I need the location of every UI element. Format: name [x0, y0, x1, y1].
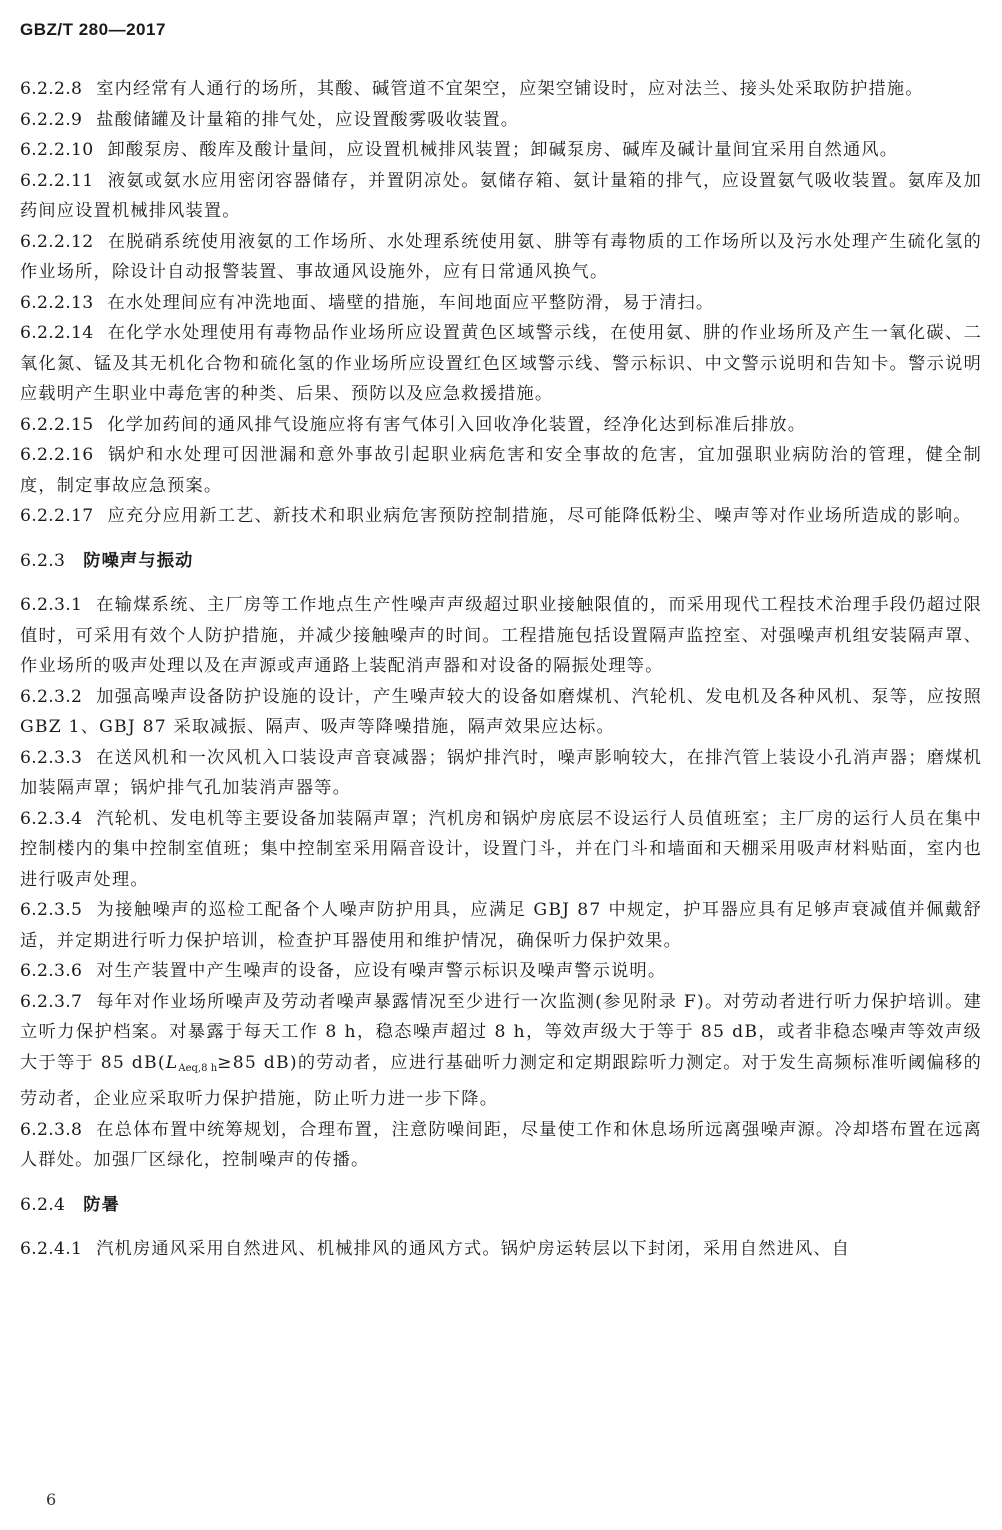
clause-text: 卸酸泵房、酸库及酸计量间，应设置机械排风装置；卸碱泵房、碱库及碱计量间宜采用自然通风。	[107, 140, 899, 160]
document-code-header: GBZ/T 280—2017	[20, 20, 166, 39]
clause-6-2-3-8	[20, 1115, 982, 1176]
clause-number: 6.2.3.5	[20, 900, 83, 920]
clause-number: 6.2.4.1	[20, 1239, 83, 1259]
clause-6-2-2-13	[20, 288, 982, 319]
clause-6-2-3-1	[20, 590, 982, 682]
clause-6-2-2-10	[20, 135, 982, 166]
clause-number: 6.2.3.3	[20, 747, 83, 768]
clause-number: 6.2.2.16	[20, 445, 94, 465]
clause-number: 6.2.3.2	[20, 686, 83, 707]
section-title: 防暑	[83, 1194, 121, 1215]
clause-6-2-3-7	[20, 987, 982, 1115]
clause-6-2-3-4	[20, 804, 982, 896]
clause-6-2-3-3	[20, 743, 982, 804]
clause-number: 6.2.3.8	[20, 1119, 83, 1140]
clause-text: 汽机房通风采用自然进风、机械排风的通风方式。锅炉房运转层以下封闭，采用自然进风、自	[96, 1239, 851, 1259]
clause-text: 汽轮机、发电机等主要设备加装隔声罩；汽机房和锅炉房底层不设运行人员值班室；主厂房的运行人员在集中控制楼内的集中控制室值班；集中控制室采用隔音设计，设置门斗，并在门斗和墙面和天棚采用吸声材料贴面，室内也进行吸声处理。	[20, 808, 982, 890]
document-body	[20, 74, 982, 1265]
clause-number: 6.2.2.17	[20, 506, 94, 526]
clause-6-2-2-16	[20, 440, 982, 501]
clause-number: 6.2.3.6	[20, 961, 83, 981]
clause-text: 为接触噪声的巡检工配备个人噪声防护用具，应满足 GBJ 87 中规定，护耳器应具有足够声衰减值并佩戴舒适，并定期进行听力保护培训，检查护耳器使用和维护情况，确保听力保护效果。	[20, 900, 982, 951]
clause-text: 锅炉和水处理可因泄漏和意外事故引起职业病危害和安全事故的危害，宜加强职业病防治的管理，健全制度，制定事故应急预案。	[20, 445, 982, 496]
clause-number: 6.2.2.11	[20, 170, 94, 191]
clause-6-2-2-11	[20, 166, 982, 227]
clause-number: 6.2.3.7	[20, 991, 83, 1012]
clause-number: 6.2.3.4	[20, 808, 83, 829]
clause-text-part-a: 每年对作业场所噪声及劳动者噪声暴露情况至少进行一次监测(参见附录 F)。对劳动者进行听力保护培训。建立听力保护档案。对暴露于每天工作 8 h，稳态噪声超过 8 h，等效声级大于等于 85 dB，或者非稳态噪声等效声级大于等于 85 dB(	[20, 991, 982, 1073]
l-aeq-subscript: Aeq,8 h	[178, 1062, 218, 1074]
l-aeq-symbol: L	[165, 1052, 179, 1073]
clause-text: 化学加药间的通风排气设施应将有害气体引入回收净化装置，经净化达到标准后排放。	[107, 414, 807, 435]
clause-number: 6.2.3.1	[20, 595, 83, 615]
clause-6-2-3-2	[20, 682, 982, 743]
clause-text: 加强高噪声设备防护设施的设计，产生噪声较大的设备如磨煤机、汽轮机、发电机及各种风机、泵等，应按照 GBZ 1、GBJ 87 采取减振、隔声、吸声等降噪措施，隔声效果应达标。	[20, 686, 982, 737]
clause-text: 在脱硝系统使用液氨的工作场所、水处理系统使用氨、肼等有毒物质的工作场所以及污水处理产生硫化氢的作业场所，除设计自动报警装置、事故通风设施外，应有日常通风换气。	[20, 231, 982, 282]
clause-number: 6.2.2.9	[20, 109, 83, 130]
clause-text: 在总体布置中统筹规划，合理布置，注意防噪间距，尽量使工作和休息场所远离强噪声源。冷却塔布置在远离人群处。加强厂区绿化，控制噪声的传播。	[20, 1119, 982, 1170]
clause-text: 在送风机和一次风机入口装设声音衰减器；锅炉排汽时，噪声影响较大，在排汽管上装设小孔消声器；磨煤机加装隔声罩；锅炉排气孔加装消声器等。	[20, 747, 982, 798]
clause-number: 6.2.2.12	[20, 231, 94, 252]
clause-6-2-2-9	[20, 105, 982, 136]
clause-text-part-b: ≥85 dB)的劳动者，应进行基础听力测定和定期跟踪听力测定。对于发生高频标准听阈偏移的劳动者，企业应采取听力保护措施，防止听力进一步下降。	[20, 1052, 982, 1109]
clause-6-2-3-6	[20, 956, 982, 987]
clause-number: 6.2.2.14	[20, 323, 94, 343]
clause-number: 6.2.2.13	[20, 292, 94, 313]
clause-6-2-2-12	[20, 227, 982, 288]
section-heading-6-2-3	[20, 546, 982, 577]
section-number: 6.2.4	[20, 1194, 66, 1215]
page-number: 6	[46, 1490, 57, 1509]
clause-6-2-2-15	[20, 410, 982, 441]
clause-text: 液氨或氨水应用密闭容器储存，并置阴凉处。氨储存箱、氨计量箱的排气，应设置氨气吸收装置。氨库及加药间应设置机械排风装置。	[20, 170, 982, 221]
clause-text: 在输煤系统、主厂房等工作地点生产性噪声声级超过职业接触限值的，而采用现代工程技术治理手段仍超过限值时，可采用有效个人防护措施，并减少接触噪声的时间。工程措施包括设置隔声监控室、对强噪声机组安装隔声罩、作业场所的吸声处理以及在声源或声通路上装配消声器和对设备的隔振处理等。	[20, 595, 982, 676]
clause-text: 应充分应用新工艺、新技术和职业病危害预防控制措施，尽可能降低粉尘、噪声等对作业场所造成的影响。	[107, 506, 972, 526]
clause-6-2-2-8	[20, 74, 982, 105]
section-heading-6-2-4	[20, 1190, 982, 1221]
clause-6-2-2-14	[20, 318, 982, 410]
section-number: 6.2.3	[20, 550, 66, 571]
clause-text: 室内经常有人通行的场所，其酸、碱管道不宜架空，应架空铺设时，应对法兰、接头处采取防护措施。	[96, 79, 924, 99]
clause-number: 6.2.2.10	[20, 140, 94, 160]
clause-6-2-3-5	[20, 895, 982, 956]
clause-6-2-2-17	[20, 501, 982, 532]
section-title: 防噪声与振动	[83, 550, 194, 571]
clause-text: 对生产装置中产生噪声的设备，应设有噪声警示标识及噪声警示说明。	[96, 961, 667, 981]
clause-text: 盐酸储罐及计量箱的排气处，应设置酸雾吸收装置。	[96, 109, 520, 130]
clause-text: 在化学水处理使用有毒物品作业场所应设置黄色区域警示线，在使用氨、肼的作业场所及产生一氧化碳、二氧化氮、锰及其无机化合物和硫化氢的作业场所应设置红色区域警示线、警示标识、中文警示说明和告知卡。警示说明应载明产生职业中毒危害的种类、后果、预防以及应急救援措施。	[20, 323, 982, 404]
clause-6-2-4-1	[20, 1234, 982, 1265]
clause-number: 6.2.2.8	[20, 79, 83, 99]
clause-text: 在水处理间应有冲洗地面、墙壁的措施，车间地面应平整防滑，易于清扫。	[107, 292, 715, 313]
clause-number: 6.2.2.15	[20, 414, 94, 435]
